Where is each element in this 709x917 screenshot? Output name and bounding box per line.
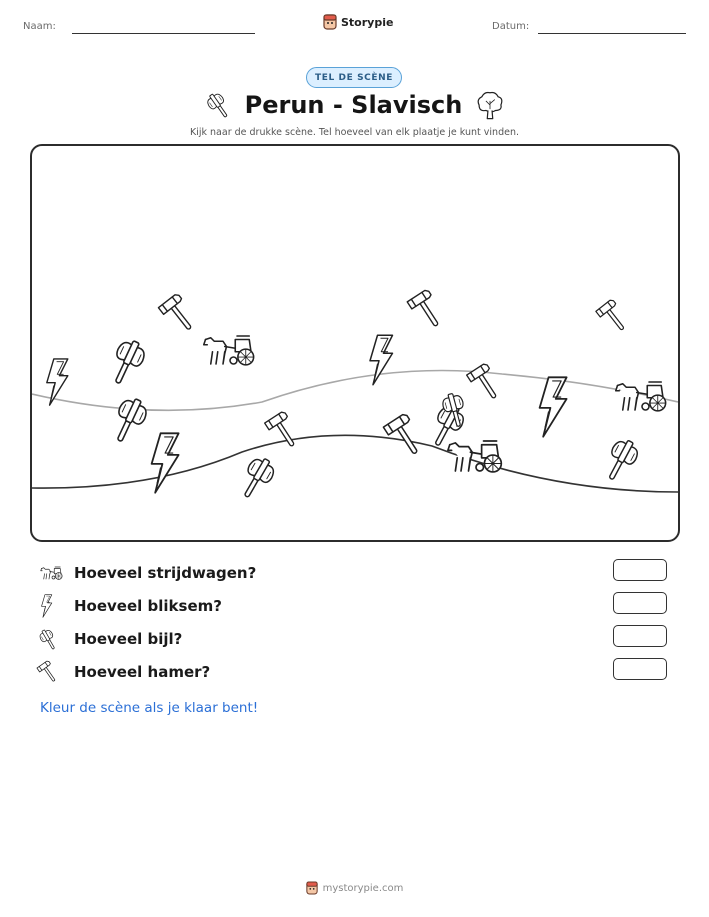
- axe-icon: [600, 436, 642, 485]
- counting-scene: [30, 144, 680, 542]
- question-row-lightning: [40, 593, 680, 619]
- lightning-icon: [152, 433, 179, 492]
- question-text: Hoeveel strijdwagen?: [74, 564, 257, 582]
- answer-box-axe[interactable]: [613, 625, 667, 647]
- date-line[interactable]: [538, 33, 686, 34]
- storypie-mascot-icon: [306, 881, 318, 895]
- footer-url[interactable]: mystorypie.com: [322, 882, 404, 894]
- instructions: Kijk naar de drukke scène. Tel hoeveel van elk plaatje je kunt vinden.: [190, 127, 519, 138]
- name-label: Naam:: [23, 21, 56, 32]
- brand-logo: [323, 14, 393, 30]
- page-title: [0, 90, 709, 126]
- axe-icon: [35, 625, 61, 654]
- lightning-icon: [370, 335, 393, 385]
- question-text: Hoeveel bliksem?: [74, 597, 222, 615]
- storypie-mascot-icon: [323, 14, 337, 30]
- question-row-chariot: [40, 560, 680, 586]
- hammer-icon: [383, 413, 426, 460]
- scene-illustration: [32, 146, 678, 540]
- hammer-icon: [265, 411, 303, 452]
- answer-box-chariot[interactable]: [613, 559, 667, 581]
- answer-box-hammer[interactable]: [613, 658, 667, 680]
- oak-tree-icon: [476, 90, 504, 120]
- axe-icon: [235, 454, 278, 503]
- lightning-icon: [40, 594, 54, 618]
- answer-box-lightning[interactable]: [613, 592, 667, 614]
- brand-name: Storypie: [341, 15, 394, 29]
- question-text: Hoeveel hamer?: [74, 663, 211, 681]
- hammer-icon: [407, 289, 446, 332]
- date-label: Datum:: [492, 21, 530, 32]
- activity-badge: TEL DE SCÈNE: [306, 67, 402, 88]
- hammer-icon: [35, 658, 62, 687]
- axe-icon: [198, 85, 237, 124]
- hammer-icon: [596, 299, 631, 336]
- chariot-icon: [448, 441, 501, 472]
- chariot-icon: [616, 382, 666, 411]
- coloring-instruction: Kleur de scène als je klaar bent!: [40, 700, 259, 716]
- site-footer: [0, 881, 709, 895]
- lightning-icon: [540, 377, 567, 436]
- hammer-icon: [467, 363, 505, 404]
- page-title-text: Perun - Slavisch: [244, 91, 463, 119]
- axe-icon: [105, 336, 149, 388]
- chariot-icon: [204, 336, 254, 365]
- question-text: Hoeveel bijl?: [74, 630, 183, 648]
- name-line[interactable]: [72, 33, 255, 34]
- axe-icon: [107, 394, 151, 446]
- question-row-hammer: [40, 659, 680, 685]
- hammer-icon: [158, 293, 199, 336]
- chariot-icon: [40, 565, 64, 581]
- front-hill-line: [32, 435, 678, 492]
- question-row-axe: [40, 626, 680, 652]
